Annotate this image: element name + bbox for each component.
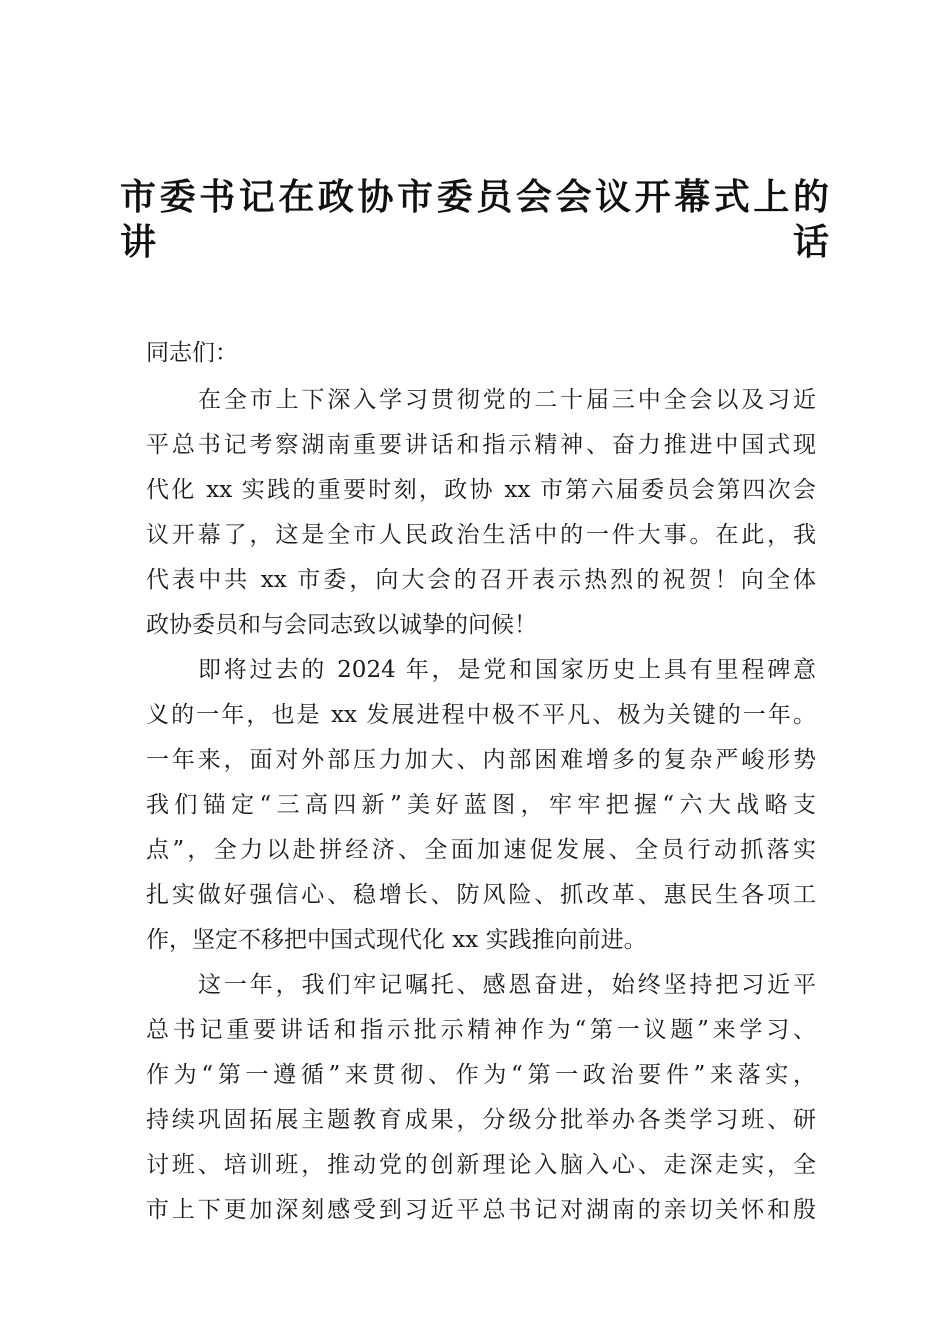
paragraph-line: 点”，全力以赴拼经济、全面加速促发展、全员行动抓落实 xyxy=(146,837,816,863)
paragraph-1 xyxy=(146,378,816,648)
paragraph-line: 代化 xx 实践的重要时刻，政协 xx 市第六届委员会第四次会 xyxy=(146,477,816,503)
paragraph-line: 总书记重要讲话和指示批示精神作为“第一议题”来学习、 xyxy=(146,1017,816,1043)
title-line-2: 讲话 xyxy=(120,221,830,263)
paragraph-2 xyxy=(146,648,816,963)
paragraph-line: 扎实做好强信心、稳增长、防风险、抓改革、惠民生各项工 xyxy=(146,882,816,908)
paragraph-3 xyxy=(146,963,816,1233)
paragraph-line: 作为“第一遵循”来贯彻、作为“第一政治要件”来落实， xyxy=(146,1062,816,1088)
page-title xyxy=(120,170,830,263)
paragraph-line: 我们锚定“三高四新”美好蓝图，牢牢把握“六大战略支 xyxy=(146,792,816,818)
title-line-1: 市委书记在政协市委员会会议开幕式上的 xyxy=(120,176,830,218)
paragraph-line: 市上下更加深刻感受到习近平总书记对湖南的亲切关怀和殷 xyxy=(146,1197,816,1223)
paragraph-line: 议开幕了，这是全市人民政治生活中的一件大事。在此，我 xyxy=(146,522,816,548)
document-body xyxy=(146,378,816,1233)
salutation: 同志们： xyxy=(146,340,238,366)
paragraph-line: 代表中共 xx 市委，向大会的召开表示热烈的祝贺！向全体 xyxy=(146,567,816,593)
paragraph-line: 这一年，我们牢记嘱托、感恩奋进，始终坚持把习近平 xyxy=(198,972,816,998)
paragraph-line: 平总书记考察湖南重要讲话和指示精神、奋力推进中国式现 xyxy=(146,432,816,458)
paragraph-line: 一年来，面对外部压力加大、内部困难增多的复杂严峻形势 xyxy=(146,747,816,773)
paragraph-line: 义的一年，也是 xx 发展进程中极不平凡、极为关键的一年。 xyxy=(146,702,816,728)
paragraph-line: 作，坚定不移把中国式现代化 xx 实践推向前进。 xyxy=(146,927,647,953)
paragraph-line: 持续巩固拓展主题教育成果，分级分批举办各类学习班、研 xyxy=(146,1107,816,1133)
paragraph-line: 政协委员和与会同志致以诚挚的问候！ xyxy=(146,612,537,638)
paragraph-line: 在全市上下深入学习贯彻党的二十届三中全会以及习近 xyxy=(198,387,816,413)
paragraph-line: 讨班、培训班，推动党的创新理论入脑入心、走深走实，全 xyxy=(146,1152,816,1178)
paragraph-line: 即将过去的 2024 年，是党和国家历史上具有里程碑意 xyxy=(198,657,816,683)
